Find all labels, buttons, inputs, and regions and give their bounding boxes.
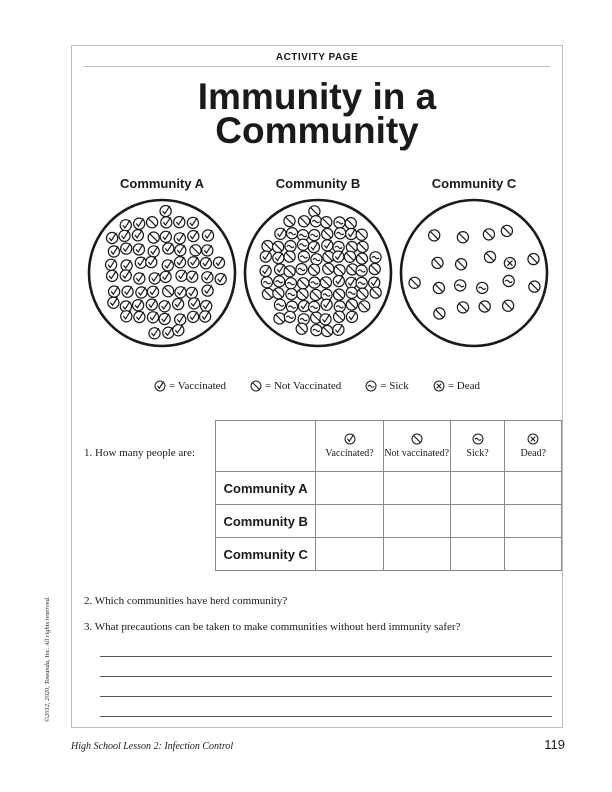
answer-cell[interactable] (505, 538, 562, 571)
unvaccinated-person-icon (528, 254, 539, 265)
unvaccinated-person-icon (148, 232, 159, 243)
vaccinated-person-icon (298, 301, 309, 312)
unvaccinated-person-icon (297, 289, 308, 300)
unvaccinated-person-icon (344, 251, 355, 262)
vaccinated-person-icon (201, 301, 212, 312)
unvaccinated-person-icon (147, 217, 158, 228)
unvaccinated-person-icon (284, 215, 295, 226)
table-row (216, 538, 562, 571)
vaccinated-person-icon (333, 276, 344, 287)
sick-person-icon (356, 265, 367, 276)
vaccinated-person-icon (133, 300, 144, 311)
unvaccinated-person-icon (501, 225, 512, 236)
unvaccinated-person-icon (457, 232, 468, 243)
column-label: Vaccinated? (325, 448, 374, 459)
community-b-label: Community B (275, 176, 361, 191)
vaccinated-person-icon (146, 257, 157, 268)
sick-person-icon (296, 264, 307, 275)
sick-person-icon (310, 216, 321, 227)
vaccinated-person-icon (213, 257, 224, 268)
activity-page-label: ACTIVITY PAGE (275, 52, 359, 63)
vaccinated-person-icon (120, 220, 131, 231)
vaccinated-person-icon (109, 286, 120, 297)
vaccinated-person-icon (200, 311, 211, 322)
answer-cell[interactable] (383, 538, 450, 571)
vaccinated-person-icon (133, 244, 144, 255)
unvaccinated-person-icon (483, 229, 494, 240)
unvaccinated-person-icon (262, 288, 273, 299)
unvaccinated-person-icon (356, 229, 367, 240)
vaccinated-person-icon (162, 260, 173, 271)
vaccinated-person-icon (202, 285, 213, 296)
unvaccinated-person-icon (273, 288, 284, 299)
vaccinated-person-icon (108, 297, 119, 308)
sick-person-icon (274, 276, 285, 287)
check-circle-icon (154, 380, 166, 392)
vaccinated-person-icon (136, 287, 147, 298)
column-label: Dead? (520, 448, 547, 459)
vaccinated-person-icon (200, 258, 211, 269)
table-row (216, 472, 562, 505)
vaccinated-person-icon (119, 230, 130, 241)
unvaccinated-person-icon (529, 281, 540, 292)
community-c-illustration (399, 198, 549, 348)
legend-label: = Sick (380, 380, 409, 392)
unvaccinated-person-icon (334, 289, 345, 300)
title-line-2: Community (215, 110, 419, 151)
community-b-illustration (243, 198, 393, 348)
vaccinated-person-icon (132, 230, 143, 241)
vaccinated-person-icon (186, 287, 197, 298)
dead-person-icon (504, 258, 515, 269)
legend-item-vaccinated (154, 378, 226, 394)
x-circle-icon (433, 380, 445, 392)
answer-cell[interactable] (316, 538, 383, 571)
copyright-notice: ©2012, 2020, Towanda, Inc. All rights reserved. (44, 596, 51, 722)
vaccinated-person-icon (173, 299, 184, 310)
unvaccinated-person-icon (298, 278, 309, 289)
legend-label: = Dead (447, 380, 480, 392)
unvaccinated-person-icon (273, 241, 284, 252)
vaccinated-person-icon (148, 246, 159, 257)
vaccinated-person-icon (188, 311, 199, 322)
sick-person-icon (274, 299, 285, 310)
unvaccinated-person-icon (322, 228, 333, 239)
unvaccinated-person-icon (163, 286, 174, 297)
unvaccinated-person-icon (308, 264, 319, 275)
community-a-label: Community A (119, 176, 205, 191)
unvaccinated-person-icon (334, 311, 345, 322)
sick-person-icon (334, 217, 345, 228)
row-label-community-a: Community A (216, 472, 316, 505)
vaccinated-person-icon (121, 243, 132, 254)
row-label-community-b: Community B (216, 505, 316, 538)
vaccinated-person-icon (188, 231, 199, 242)
vaccinated-person-icon (260, 265, 271, 276)
unvaccinated-person-icon (345, 218, 356, 229)
vaccinated-person-icon (275, 228, 286, 239)
unvaccinated-person-icon (357, 288, 368, 299)
unvaccinated-person-icon (429, 230, 440, 241)
answer-line[interactable] (100, 696, 552, 697)
column-dead (505, 421, 562, 472)
unvaccinated-person-icon (503, 300, 514, 311)
unvaccinated-person-icon (409, 277, 420, 288)
sick-person-icon (334, 301, 345, 312)
unvaccinated-person-icon (432, 257, 443, 268)
footer-lesson-title: High School Lesson 2: Infection Control (71, 741, 234, 752)
check-circle-icon (344, 433, 356, 445)
vaccinated-person-icon (134, 311, 145, 322)
vaccinated-person-icon (106, 259, 117, 270)
answer-cell[interactable] (383, 505, 450, 538)
unvaccinated-person-icon (190, 245, 201, 256)
sick-circle-icon (472, 433, 484, 445)
unvaccinated-person-icon (284, 251, 295, 262)
vaccinated-person-icon (163, 243, 174, 254)
unvaccinated-person-icon (274, 313, 285, 324)
vaccinated-person-icon (321, 299, 332, 310)
table-row (216, 505, 562, 538)
answer-line[interactable] (100, 716, 552, 717)
sick-circle-icon (365, 380, 377, 392)
unvaccinated-person-icon (357, 241, 368, 252)
unvaccinated-person-icon (298, 216, 309, 227)
vaccinated-person-icon (149, 273, 160, 284)
vaccinated-person-icon (189, 298, 200, 309)
unvaccinated-person-icon (284, 266, 295, 277)
column-sick (450, 421, 505, 472)
sick-person-icon (286, 289, 297, 300)
vaccinated-person-icon (174, 257, 185, 268)
vaccinated-person-icon (149, 328, 160, 339)
unvaccinated-person-icon (457, 302, 468, 313)
vaccinated-person-icon (187, 217, 198, 228)
vaccinated-person-icon (175, 245, 186, 256)
answer-cell[interactable] (383, 472, 450, 505)
vaccinated-person-icon (176, 270, 187, 281)
answer-cell[interactable] (505, 505, 562, 538)
unvaccinated-person-icon (262, 241, 273, 252)
row-label-community-c: Community C (216, 538, 316, 571)
sick-person-icon (285, 278, 296, 289)
vaccinated-person-icon (163, 327, 174, 338)
column-label: Sick? (466, 448, 489, 459)
vaccinated-person-icon (134, 218, 145, 229)
vaccinated-person-icon (273, 252, 284, 263)
sick-person-icon (309, 301, 320, 312)
sick-person-icon (287, 228, 298, 239)
question-2: 2. Which communities have herd community? (84, 595, 288, 607)
answer-cell[interactable] (505, 472, 562, 505)
sick-person-icon (503, 275, 514, 286)
page-number: 119 (544, 737, 565, 752)
vaccinated-person-icon (174, 233, 185, 244)
vaccinated-person-icon (174, 217, 185, 228)
community-boundary (401, 200, 547, 346)
vaccinated-person-icon (134, 273, 145, 284)
vaccinated-person-icon (202, 230, 213, 241)
legend-item-dead (433, 378, 480, 394)
sick-person-icon (298, 239, 309, 250)
title-line-1: Immunity in a (197, 76, 437, 117)
vaccinated-person-icon (107, 270, 118, 281)
vaccinated-person-icon (159, 313, 170, 324)
sick-person-icon (309, 277, 320, 288)
answer-cell[interactable] (316, 505, 383, 538)
header-rule (84, 66, 550, 67)
unvaccinated-person-icon (322, 325, 333, 336)
unvaccinated-person-icon (434, 308, 445, 319)
unvaccinated-person-icon (433, 282, 444, 293)
unvaccinated-person-icon (356, 253, 367, 264)
vaccinated-person-icon (173, 325, 184, 336)
vaccinated-person-icon (175, 287, 186, 298)
table-header-row (216, 421, 562, 472)
legend-item-not-vaccinated (250, 378, 341, 394)
vaccinated-person-icon (121, 311, 132, 322)
answer-line[interactable] (100, 676, 552, 677)
answer-cell[interactable] (450, 538, 505, 571)
legend (72, 378, 562, 394)
sick-person-icon (370, 252, 381, 263)
legend-label: = Vaccinated (169, 380, 227, 392)
legend-item-sick (365, 378, 409, 394)
sick-person-icon (261, 277, 272, 288)
vaccinated-person-icon (147, 286, 158, 297)
sick-person-icon (335, 228, 346, 239)
vaccinated-person-icon (188, 257, 199, 268)
vaccinated-person-icon (147, 312, 158, 323)
vaccinated-person-icon (308, 242, 319, 253)
sick-person-icon (284, 311, 295, 322)
sick-person-icon (285, 241, 296, 252)
no-circle-icon (250, 380, 262, 392)
table-corner (216, 421, 316, 472)
vaccinated-person-icon (202, 272, 213, 283)
question-1-prompt: 1. How many people are: (84, 447, 195, 459)
vaccinated-person-icon (108, 246, 119, 257)
community-c-label: Community C (431, 176, 517, 191)
answer-cell[interactable] (450, 472, 505, 505)
vaccinated-person-icon (333, 324, 344, 335)
vaccinated-person-icon (346, 228, 357, 239)
sick-person-icon (298, 251, 309, 262)
question-3: 3. What precautions can be taken to make communities without herd immunity safer? (84, 621, 461, 633)
no-circle-icon (411, 433, 423, 445)
vaccinated-person-icon (175, 314, 186, 325)
column-not-vaccinated (383, 421, 450, 472)
x-circle-icon (527, 433, 539, 445)
vaccinated-person-icon (160, 231, 171, 242)
unvaccinated-person-icon (370, 287, 381, 298)
vaccinated-person-icon (333, 251, 344, 262)
vaccinated-person-icon (260, 251, 271, 262)
legend-label: = Not Vaccinated (265, 380, 342, 392)
sick-person-icon (311, 254, 322, 265)
sick-person-icon (346, 287, 357, 298)
unvaccinated-person-icon (323, 263, 334, 274)
vaccinated-person-icon (322, 240, 333, 251)
vaccinated-person-icon (161, 217, 172, 228)
vaccinated-person-icon (346, 311, 357, 322)
vaccinated-person-icon (160, 206, 171, 217)
unvaccinated-person-icon (369, 263, 380, 274)
vaccinated-person-icon (122, 286, 133, 297)
community-a-illustration (87, 198, 237, 348)
unvaccinated-person-icon (296, 323, 307, 334)
answer-line[interactable] (100, 656, 552, 657)
vaccinated-person-icon (146, 299, 157, 310)
vaccinated-person-icon (187, 271, 198, 282)
answer-cell[interactable] (316, 472, 383, 505)
page-title (72, 76, 562, 151)
column-label: Not vaccinated? (384, 448, 450, 459)
vaccinated-person-icon (202, 245, 213, 256)
activity-page-frame (71, 45, 563, 728)
unvaccinated-person-icon (346, 299, 357, 310)
unvaccinated-person-icon (310, 289, 321, 300)
unvaccinated-person-icon (334, 265, 345, 276)
vaccinated-person-icon (107, 232, 118, 243)
vaccinated-person-icon (135, 257, 146, 268)
unvaccinated-person-icon (320, 277, 331, 288)
unvaccinated-person-icon (484, 251, 495, 262)
unvaccinated-person-icon (456, 259, 467, 270)
sick-person-icon (309, 230, 320, 241)
unvaccinated-person-icon (359, 301, 370, 312)
column-vaccinated (316, 421, 383, 472)
vaccinated-person-icon (215, 274, 226, 285)
sick-person-icon (286, 301, 297, 312)
vaccinated-person-icon (320, 314, 331, 325)
sick-person-icon (455, 280, 466, 291)
unvaccinated-person-icon (479, 301, 490, 312)
vaccinated-person-icon (159, 301, 170, 312)
sick-person-icon (311, 325, 322, 336)
answer-cell[interactable] (450, 505, 505, 538)
sick-person-icon (477, 282, 488, 293)
unvaccinated-person-icon (321, 217, 332, 228)
vaccinated-person-icon (120, 270, 131, 281)
sick-person-icon (356, 277, 367, 288)
counts-table (215, 420, 562, 571)
vaccinated-person-icon (160, 271, 171, 282)
